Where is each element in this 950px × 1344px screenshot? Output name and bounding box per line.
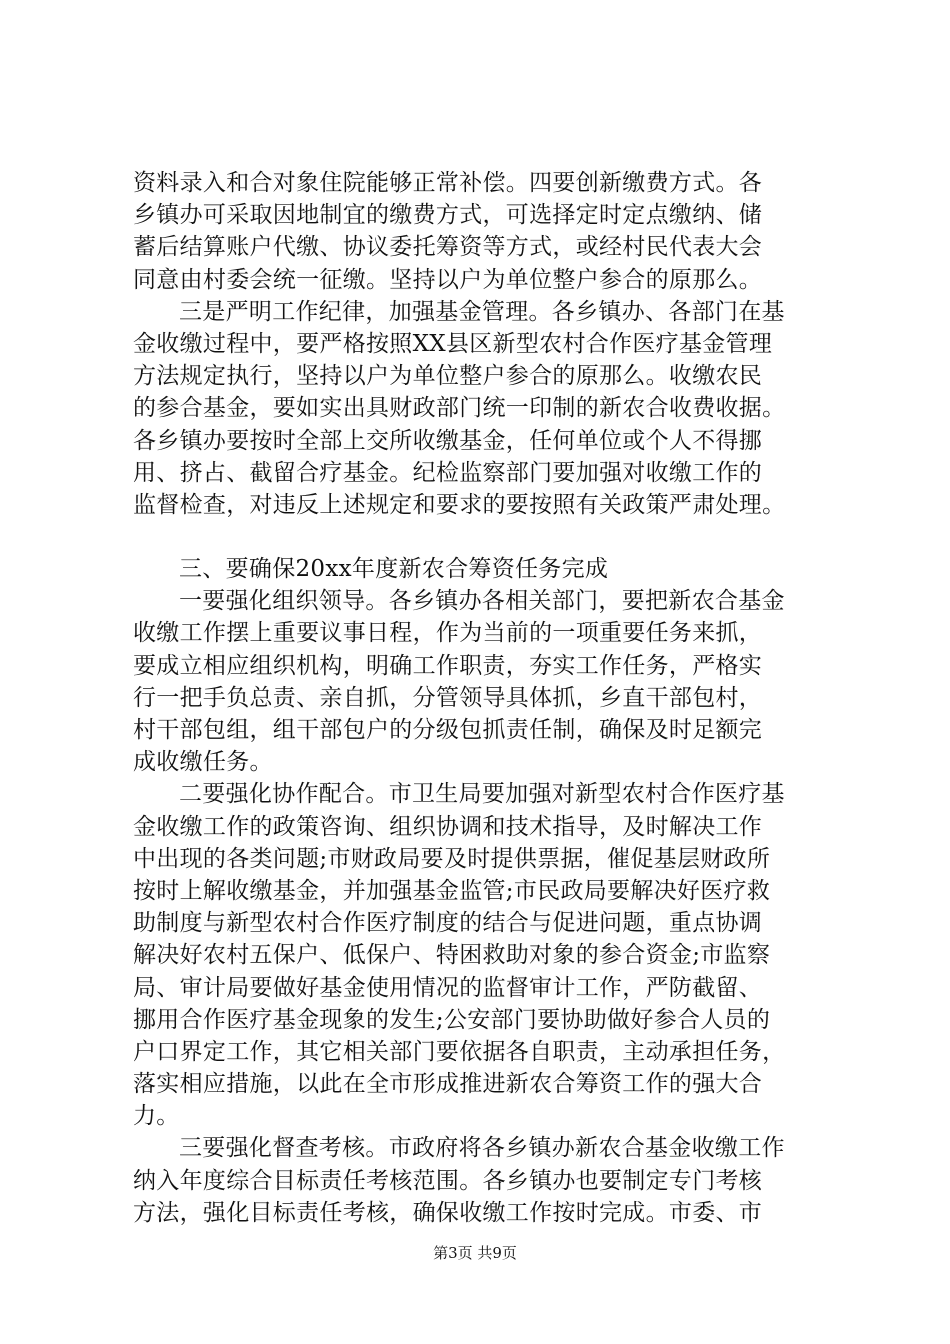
document-body xyxy=(133,167,833,1229)
text-line: 用、挤占、截留合疗基金。纪检监察部门要加强对收缴工作的 xyxy=(133,459,763,486)
text-line: 方法，强化目标责任考核，确保收缴工作按时完成。市委、市 xyxy=(133,1199,763,1226)
text-line: 监督检查，对违反上述规定和要求的要按照有关政策严肃处理。 xyxy=(133,491,786,518)
text-line: 助制度与新型农村合作医疗制度的结合与促进问题，重点协调 xyxy=(133,910,763,937)
text-line: 局、审计局要做好基金使用情况的监督审计工作，严防截留、 xyxy=(133,974,763,1001)
text-line: 收缴工作摆上重要议事日程，作为当前的一项重要任务来抓， xyxy=(133,620,763,647)
text-line: 乡镇办可采取因地制宜的缴费方式，可选择定时定点缴纳、储 xyxy=(133,202,763,229)
text-line: 要成立相应组织机构，明确工作职责，夯实工作任务，严格实 xyxy=(133,652,763,679)
text-line: 资料录入和合对象住院能够正常补偿。四要创新缴费方式。各 xyxy=(133,170,763,196)
paragraph-gap xyxy=(133,521,833,553)
text-line: 金收缴工作的政策咨询、组织协调和技术指导，及时解决工作 xyxy=(133,813,763,840)
text-line: 中出现的各类问题;市财政局要及时提供票据，催促基层财政所 xyxy=(133,845,771,872)
text-line: 按时上解收缴基金，并加强基金监管;市民政局要解决好医疗救 xyxy=(133,877,771,904)
text-line: 一要强化组织领导。各乡镇办各相关部门，要把新农合基金 xyxy=(179,588,785,615)
text-line: 方法规定执行，坚持以户为单位整户参合的原那么。收缴农民 xyxy=(133,363,763,390)
section-heading: 三、要确保20xx年度新农合筹资任务完成 xyxy=(179,556,609,583)
text-line: 力。 xyxy=(133,1103,180,1130)
text-line: 行一把手负总责、亲自抓，分管领导具体抓，乡直干部包村， xyxy=(133,684,763,711)
text-line: 三是严明工作纪律，加强基金管理。各乡镇办、各部门在基 xyxy=(179,298,785,325)
text-line: 金收缴过程中，要严格按照XX县区新型农村合作医疗基金管理 xyxy=(133,330,773,357)
text-line: 各乡镇办要按时全部上交所收缴基金，任何单位或个人不得挪 xyxy=(133,427,763,454)
text-line: 蓄后结算账户代缴、协议委托筹资等方式，或经村民代表大会 xyxy=(133,234,763,261)
text-line: 村干部包组，组干部包户的分级包抓责任制，确保及时足额完 xyxy=(133,717,763,743)
text-line: 三要强化督查考核。市政府将各乡镇办新农合基金收缴工作 xyxy=(179,1135,785,1162)
text-line: 二要强化协作配合。市卫生局要加强对新型农村合作医疗基 xyxy=(179,781,785,808)
text-line: 的参合基金，要如实出具财政部门统一印制的新农合收费收据。 xyxy=(133,395,786,422)
page-footer xyxy=(0,1243,950,1263)
text-line: 成收缴任务。 xyxy=(133,749,273,776)
text-line: 解决好农村五保户、低保户、特困救助对象的参合资金;市监察 xyxy=(133,942,771,969)
text-line: 同意由村委会统一征缴。坚持以户为单位整户参合的原那么。 xyxy=(133,266,763,293)
text-line: 户口界定工作，其它相关部门要依据各自职责，主动承担任务， xyxy=(133,1038,786,1065)
page-number: 第3页 共9页 xyxy=(433,1244,517,1262)
text-line: 挪用合作医疗基金现象的发生;公安部门要协助做好参合人员的 xyxy=(133,1006,771,1033)
text-line: 落实相应措施，以此在全市形成推进新农合筹资工作的强大合 xyxy=(133,1071,763,1098)
text-line: 纳入年度综合目标责任考核范围。各乡镇办也要制定专门考核 xyxy=(133,1167,763,1194)
